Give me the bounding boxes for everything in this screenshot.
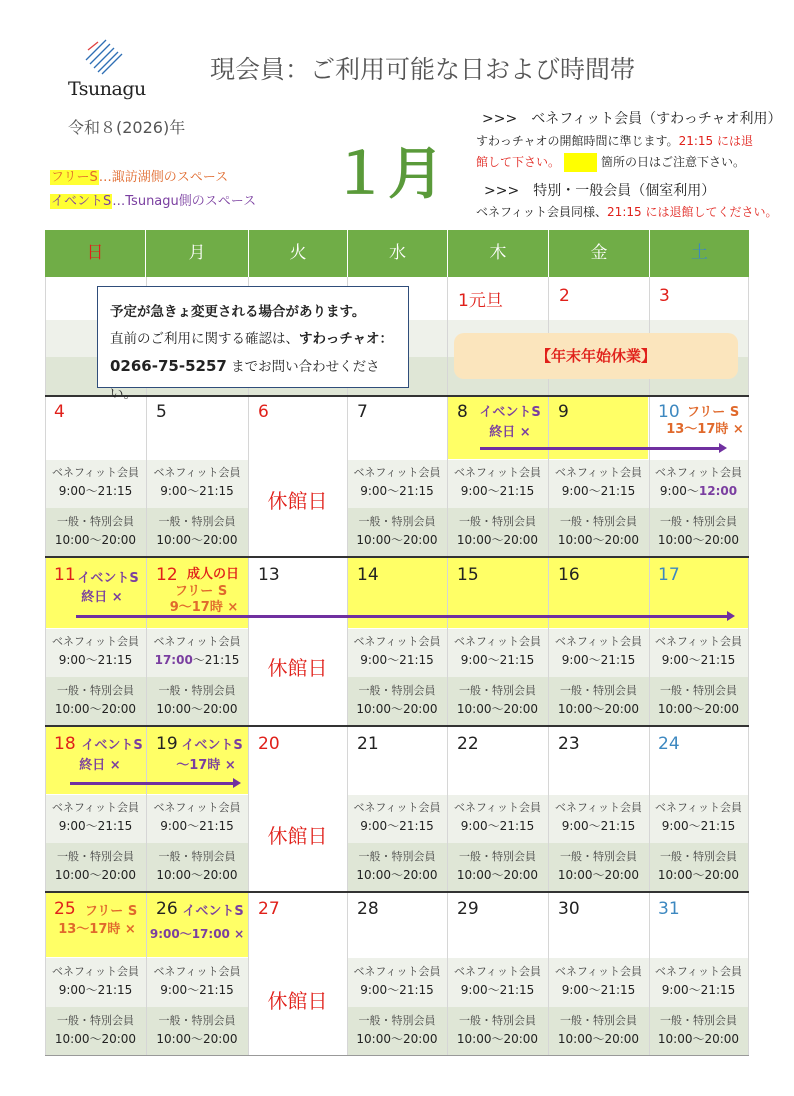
note-text: ベネフィット会員同様、	[476, 205, 608, 219]
benefit-slot	[146, 799, 248, 835]
slot-label: ベネフィット会員	[654, 801, 743, 814]
week-divider	[45, 1055, 749, 1056]
note-exit: 館して下さい。	[476, 155, 561, 169]
general-slot	[347, 513, 447, 549]
slot-label: ベネフィット会員	[51, 965, 140, 978]
slot-label: 一般・特別会員	[158, 850, 236, 863]
closed-day-label: 休館日	[267, 489, 328, 513]
general-slot	[146, 682, 248, 718]
weekday-sun: 日	[45, 230, 146, 277]
benefit-slot	[548, 464, 649, 500]
slot-label: ベネフィット会員	[453, 635, 542, 648]
closed-day-label: 休館日	[267, 824, 328, 848]
slot-time: 9:00～12:00	[659, 484, 738, 498]
slot-label: ベネフィット会員	[353, 466, 441, 479]
day-8: 8	[457, 402, 468, 422]
day-31: 31	[658, 899, 680, 919]
slot-label: ベネフィット会員	[353, 635, 441, 648]
benefit-slot	[649, 633, 748, 669]
slot-time: 10:00～20:00	[356, 868, 438, 882]
event-status: 9:00～17:00 ×	[149, 927, 245, 941]
notice-contact-name: すわっチャオ：	[299, 331, 393, 347]
day-27: 27	[258, 899, 280, 919]
benefit-slot	[548, 963, 649, 999]
weekday-wed: 水	[348, 230, 448, 277]
slot-time: 10:00～20:00	[156, 702, 238, 716]
benefit-note-heading: >>> ベネフィット会員（すわっチャオ利用）	[482, 111, 782, 127]
day-18: 18	[54, 734, 76, 754]
general-slot	[45, 513, 146, 549]
notice-line2: 直前のご利用に関する確認は、	[110, 331, 299, 347]
slot-time: 9:00～21:15	[160, 983, 234, 997]
day-4: 4	[54, 402, 65, 422]
slot-time: 9:00～21:15	[58, 653, 133, 667]
slot-label: ベネフィット会員	[554, 965, 643, 978]
benefit-slot	[146, 963, 248, 999]
slot-label: ベネフィット会員	[453, 466, 542, 479]
event-status: ～17時 ×	[176, 758, 236, 773]
slot-label: ベネフィット会員	[153, 801, 241, 814]
benefit-slot	[447, 633, 548, 669]
benefit-slot	[347, 633, 447, 669]
general-slot	[146, 1012, 248, 1048]
day-13: 13	[258, 565, 280, 585]
slot-label: ベネフィット会員	[554, 801, 643, 814]
slot-label: 一般・特別会員	[459, 515, 536, 528]
week-divider	[45, 556, 749, 558]
special-note-body	[476, 203, 777, 220]
benefit-slot	[649, 799, 748, 835]
day-10: 10	[658, 402, 680, 422]
legend-free	[50, 166, 228, 185]
slot-label: 一般・特別会員	[57, 1014, 134, 1027]
event-arrow	[76, 615, 728, 618]
slot-label: 一般・特別会員	[560, 515, 637, 528]
free-label: フリー S	[174, 584, 228, 599]
slot-time: 10:00～20:00	[156, 868, 238, 882]
benefit-note-body	[476, 131, 776, 173]
general-slot	[649, 848, 748, 884]
slot-time: 10:00～20:00	[456, 1032, 539, 1046]
note-text: すわっチャオの開館時間に準じます。	[476, 134, 679, 148]
general-slot	[447, 848, 548, 884]
slot-label: 一般・特別会員	[358, 684, 436, 697]
benefit-slot	[649, 464, 748, 500]
slot-time: 9:00～21:15	[561, 983, 636, 997]
slot-label: 一般・特別会員	[158, 1014, 236, 1027]
weekday-sat: 土	[691, 243, 708, 263]
event-arrow	[70, 782, 234, 785]
slot-time: 17:00～21:15	[154, 653, 240, 667]
slot-time: 9:00～21:15	[460, 983, 535, 997]
slot-label: 一般・特別会員	[660, 850, 737, 863]
slot-label: 一般・特別会員	[560, 684, 637, 697]
general-slot	[649, 513, 748, 549]
event-label: イベントS	[77, 571, 139, 586]
day-26: 26	[156, 899, 178, 919]
day-2: 2	[559, 286, 570, 306]
slot-time: 10:00～20:00	[657, 702, 740, 716]
legend-event-key: イベントS	[51, 194, 112, 209]
yellow-swatch	[564, 153, 597, 172]
weekday-tue: 火	[249, 230, 348, 277]
notice-phone: 0266-75-5257	[110, 357, 227, 375]
slot-label: ベネフィット会員	[654, 965, 743, 978]
benefit-slot	[45, 963, 146, 999]
slot-time: 10:00～20:00	[54, 868, 137, 882]
benefit-slot	[45, 633, 146, 669]
page-title: 現会員：ご利用可能な日および時間帯	[210, 55, 636, 84]
notice-line1: 予定が急きょ変更される場合があります。	[110, 304, 366, 320]
slot-label: 一般・特別会員	[158, 684, 236, 697]
day-6: 6	[258, 402, 269, 422]
slot-label: ベネフィット会員	[51, 635, 140, 648]
day-14: 14	[357, 565, 379, 585]
notice-line3: までお問い合わせください。	[110, 359, 380, 402]
general-slot	[347, 682, 447, 718]
slot-label: ベネフィット会員	[153, 635, 241, 648]
legend-free-desc: …諏訪湖側のスペース	[98, 170, 229, 185]
slot-time: 9:00～21:15	[58, 484, 133, 498]
slot-time: 9:00～21:15	[360, 484, 434, 498]
slot-time: 9:00～21:15	[561, 484, 636, 498]
slot-time: 9:00～21:15	[460, 653, 535, 667]
special-note-heading: >>> 特別・一般会員（個室利用）	[484, 183, 716, 199]
slot-time: 10:00～20:00	[356, 702, 438, 716]
slot-label: ベネフィット会員	[654, 466, 743, 479]
notice-box	[97, 286, 409, 402]
day-28: 28	[357, 899, 379, 919]
note-time: 21:15 には退館してください。	[607, 205, 778, 219]
slot-label: ベネフィット会員	[453, 801, 542, 814]
slot-label: 一般・特別会員	[358, 850, 436, 863]
day-21: 21	[357, 734, 379, 754]
slot-label: 一般・特別会員	[57, 684, 134, 697]
slot-label: 一般・特別会員	[158, 515, 236, 528]
free-status: 13～17時 ×	[666, 422, 744, 437]
slot-time: 9:00～21:15	[661, 653, 736, 667]
legend-free-key: フリーS	[51, 170, 98, 185]
grid-line	[748, 277, 749, 1056]
benefit-slot	[45, 464, 146, 500]
slot-time: 9:00～21:15	[661, 819, 736, 833]
slot-time: 9:00～21:15	[661, 983, 736, 997]
slot-time: 10:00～20:00	[557, 533, 640, 547]
slot-label: ベネフィット会員	[353, 801, 441, 814]
benefit-slot	[146, 464, 248, 500]
slot-time: 10:00～20:00	[657, 868, 740, 882]
day-24: 24	[658, 734, 680, 754]
general-slot	[45, 682, 146, 718]
slot-time: 10:00～20:00	[657, 533, 740, 547]
slot-time: 10:00～20:00	[156, 533, 238, 547]
closed-day-label: 休館日	[267, 989, 328, 1013]
free-label: フリー S	[686, 405, 740, 420]
benefit-slot	[146, 633, 248, 669]
holiday-name: 成人の日	[186, 567, 239, 582]
day-15: 15	[457, 565, 479, 585]
weekday-mon: 月	[146, 230, 249, 277]
slot-time: 10:00～20:00	[356, 533, 438, 547]
slot-time: 9:00～21:15	[561, 653, 636, 667]
slot-label: 一般・特別会員	[660, 515, 737, 528]
slot-label: 一般・特別会員	[358, 515, 436, 528]
month-title: １月	[332, 142, 444, 207]
general-slot	[548, 848, 649, 884]
week-divider	[45, 891, 749, 893]
slot-label: 一般・特別会員	[459, 850, 536, 863]
general-slot	[649, 682, 748, 718]
general-slot	[146, 848, 248, 884]
free-status: 9～17時 ×	[169, 600, 239, 615]
day-9: 9	[558, 402, 569, 422]
general-slot	[548, 513, 649, 549]
event-label: イベントS	[182, 904, 244, 919]
slot-time: 10:00～20:00	[156, 1032, 238, 1046]
weekday-thu: 木	[448, 230, 549, 277]
slot-time: 10:00～20:00	[557, 1032, 640, 1046]
weekday-header	[45, 230, 749, 277]
slot-time: 10:00～20:00	[54, 533, 137, 547]
benefit-slot	[447, 963, 548, 999]
slot-label: 一般・特別会員	[358, 1014, 436, 1027]
benefit-slot	[447, 799, 548, 835]
general-slot	[347, 848, 447, 884]
new-year-holiday-banner: 【年末年始休業】	[454, 333, 738, 379]
event-arrow	[480, 447, 720, 450]
event-label: イベントS	[181, 738, 243, 753]
legend-event-desc: …Tsunagu側のスペース	[112, 194, 257, 209]
benefit-slot	[548, 633, 649, 669]
slot-label: ベネフィット会員	[554, 635, 643, 648]
slot-label: ベネフィット会員	[353, 965, 441, 978]
benefit-slot	[347, 464, 447, 500]
day-12: 12	[156, 565, 178, 585]
day-1: 1元旦	[458, 291, 503, 311]
slot-time: 10:00～20:00	[557, 702, 640, 716]
slot-label: ベネフィット会員	[51, 466, 140, 479]
general-slot	[548, 682, 649, 718]
general-slot	[347, 1012, 447, 1048]
general-slot	[146, 513, 248, 549]
general-slot	[45, 1012, 146, 1048]
slot-time: 10:00～20:00	[456, 533, 539, 547]
benefit-slot	[45, 799, 146, 835]
slot-label: ベネフィット会員	[153, 965, 241, 978]
general-slot	[447, 513, 548, 549]
slot-label: 一般・特別会員	[57, 515, 134, 528]
general-slot	[447, 1012, 548, 1048]
slot-time: 10:00～20:00	[456, 868, 539, 882]
week-divider	[45, 395, 749, 397]
event-status: 終日 ×	[81, 590, 123, 605]
day-5: 5	[156, 402, 167, 422]
day-23: 23	[558, 734, 580, 754]
slot-time: 10:00～20:00	[54, 702, 137, 716]
benefit-slot	[347, 799, 447, 835]
logo	[62, 38, 152, 100]
logo-text: Tsunagu	[68, 78, 146, 100]
day-11: 11	[54, 565, 76, 585]
slot-time: 9:00～21:15	[460, 819, 535, 833]
closed-day-label: 休館日	[267, 656, 328, 680]
day-30: 30	[558, 899, 580, 919]
free-label: フリー S	[84, 904, 138, 919]
era-year: 令和８(2026)年	[68, 118, 186, 137]
logo-mark-icon	[84, 38, 124, 76]
slot-label: 一般・特別会員	[660, 684, 737, 697]
event-label: イベントS	[81, 738, 143, 753]
slot-time: 9:00～21:15	[360, 819, 434, 833]
benefit-slot	[649, 963, 748, 999]
general-slot	[45, 848, 146, 884]
slot-label: ベネフィット会員	[654, 635, 743, 648]
day-25: 25	[54, 899, 76, 919]
legend-event	[50, 190, 256, 209]
benefit-slot	[347, 963, 447, 999]
slot-time: 9:00～21:15	[360, 653, 434, 667]
slot-time: 10:00～20:00	[657, 1032, 740, 1046]
event-status: 終日 ×	[79, 758, 121, 773]
slot-time: 9:00～21:15	[160, 819, 234, 833]
day-29: 29	[457, 899, 479, 919]
event-label: イベントS	[479, 405, 541, 420]
day-20: 20	[258, 734, 280, 754]
slot-time: 9:00～21:15	[160, 484, 234, 498]
benefit-slot	[548, 799, 649, 835]
day-3: 3	[659, 286, 670, 306]
week-divider	[45, 725, 749, 727]
slot-time: 10:00～20:00	[356, 1032, 438, 1046]
slot-label: 一般・特別会員	[560, 1014, 637, 1027]
slot-label: 一般・特別会員	[459, 684, 536, 697]
slot-time: 10:00～20:00	[557, 868, 640, 882]
slot-time: 9:00～21:15	[360, 983, 434, 997]
slot-label: 一般・特別会員	[660, 1014, 737, 1027]
day-19: 19	[156, 734, 178, 754]
slot-time: 9:00～21:15	[58, 819, 133, 833]
slot-label: 一般・特別会員	[57, 850, 134, 863]
note-caution: 箇所の日はご注意下さい。	[601, 155, 746, 169]
slot-label: 一般・特別会員	[560, 850, 637, 863]
slot-label: ベネフィット会員	[554, 466, 643, 479]
slot-time: 10:00～20:00	[456, 702, 539, 716]
benefit-slot	[447, 464, 548, 500]
day-22: 22	[457, 734, 479, 754]
general-slot	[548, 1012, 649, 1048]
slot-label: ベネフィット会員	[51, 801, 140, 814]
slot-time: 9:00～21:15	[460, 484, 535, 498]
free-status: 13～17時 ×	[58, 922, 136, 937]
slot-label: 一般・特別会員	[459, 1014, 536, 1027]
slot-label: ベネフィット会員	[153, 466, 241, 479]
weekday-fri: 金	[549, 230, 650, 277]
day-7: 7	[357, 402, 368, 422]
day-16: 16	[558, 565, 580, 585]
day-17: 17	[658, 565, 680, 585]
slot-label: ベネフィット会員	[453, 965, 542, 978]
event-status: 終日 ×	[489, 425, 531, 440]
slot-time: 10:00～20:00	[54, 1032, 137, 1046]
slot-time: 9:00～21:15	[561, 819, 636, 833]
note-time: 21:15 には退	[678, 134, 753, 148]
general-slot	[649, 1012, 748, 1048]
slot-time: 9:00～21:15	[58, 983, 133, 997]
general-slot	[447, 682, 548, 718]
